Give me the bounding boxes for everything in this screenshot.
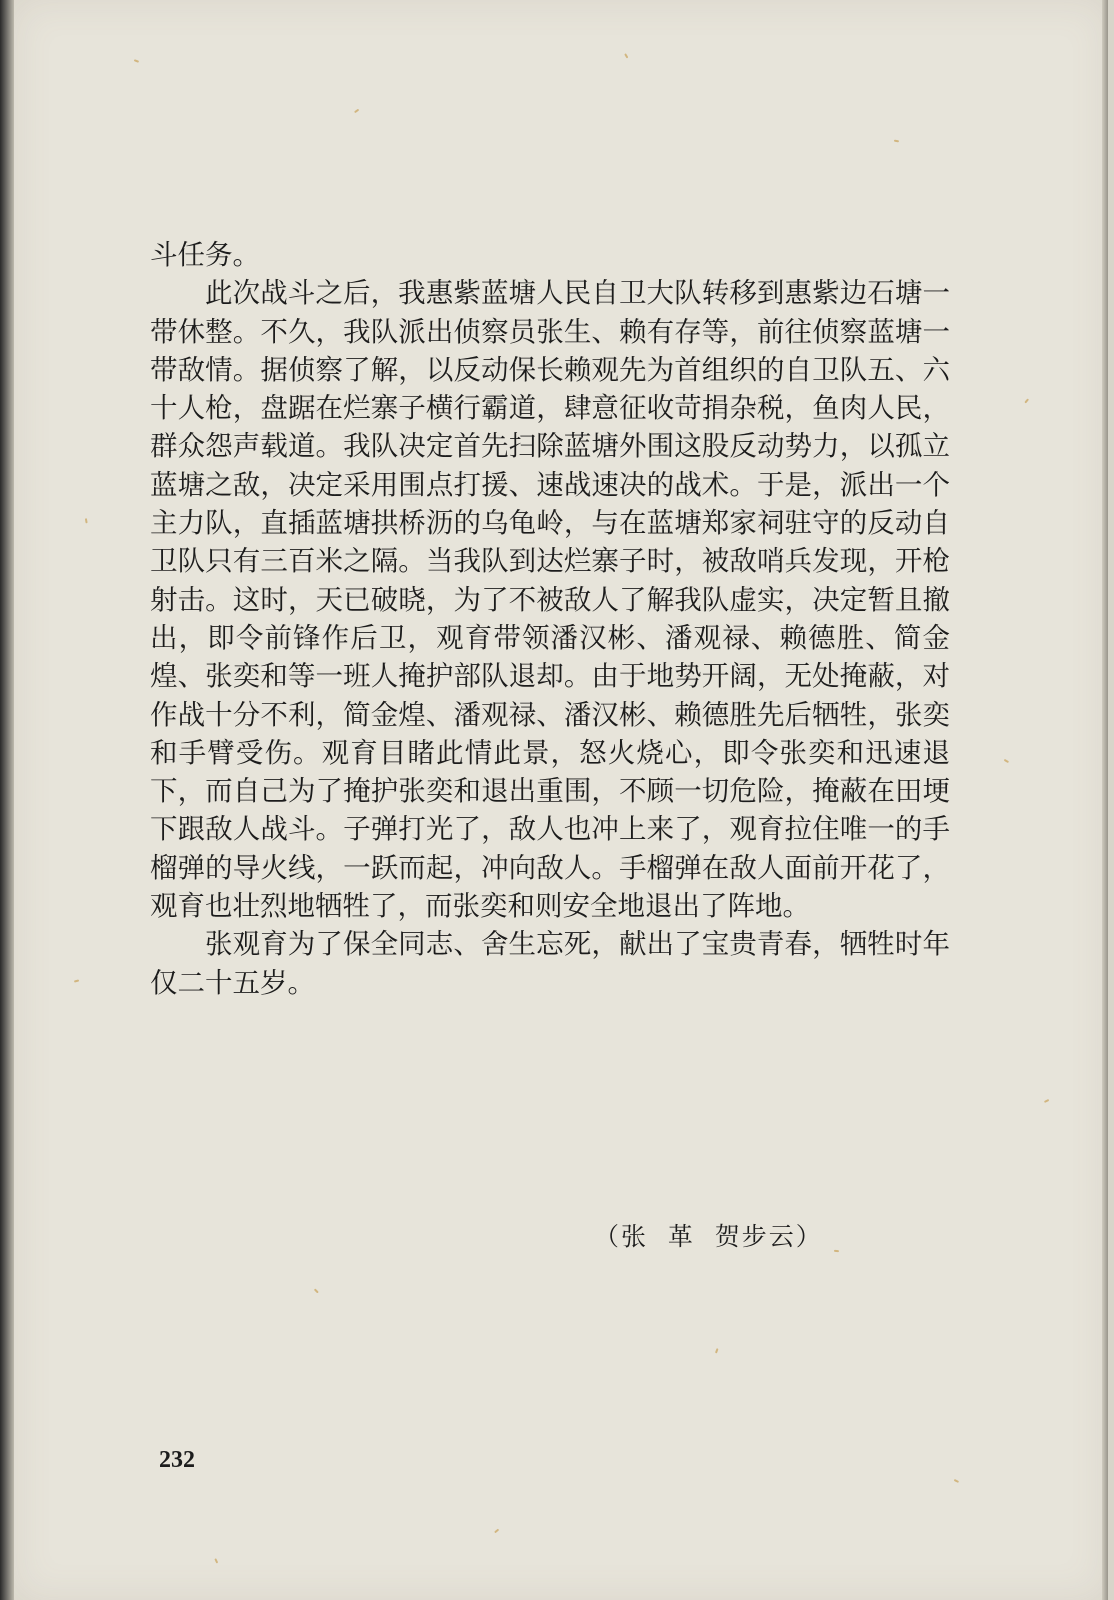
- paper-fleck: [894, 140, 899, 142]
- paper-fleck: [715, 1348, 718, 1353]
- paragraph-battle-account: 此次战斗之后，我惠紫蓝塘人民自卫大队转移到惠紫边石塘一带休整。不久，我队派出侦察员张生、赖有存等，前往侦察蓝塘一带敌情。据侦察了解，以反动保长赖观先为首组织的自卫队五、六十人枪，盘踞在烂寨子横行霸道，肆意征收苛捐杂税，鱼肉人民，群众怨声载道。我队决定首先扫除蓝塘外围这股反动势力，以孤立蓝塘之敌，决定采用围点打援、速战速决的战术。于是，派出一个主力队，直插蓝塘拱桥沥的乌龟岭，与在蓝塘郑家祠驻守的反动自卫队只有三百米之隔。当我队到达烂寨子时，被敌哨兵发现，开枪射击。这时，天已破晓，为了不被敌人了解我队虚实，决定暂且撤出，即令前锋作后卫，观育带领潘汉彬、潘观禄、赖德胜、简金煌、张奕和等一班人掩护部队退却。由于地势开阔，无处掩蔽，对作战十分不利，简金煌、潘观禄、潘汉彬、赖德胜先后牺牲，张奕和手臂受伤。观育目睹此情此景，怒火烧心，即令张奕和迅速退下，而自己为了掩护张奕和退出重围，不顾一切危险，掩蔽在田埂下跟敌人战斗。子弹打光了，敌人也冲上来了，观育拉住唯一的手榴弹的导火线，一跃而起，冲向敌人。手榴弹在敌人面前开花了，观育也壮烈地牺牲了，而张奕和则安全地退出了阵地。: [150, 277, 950, 923]
- paper-fleck: [954, 1479, 959, 1482]
- paper-fleck: [1044, 1099, 1049, 1102]
- paper-fleck: [625, 53, 629, 58]
- paper-fleck: [134, 59, 139, 62]
- paper-fleck: [354, 109, 359, 113]
- paper-fleck: [314, 1288, 319, 1293]
- paragraph-conclusion: 张观育为了保全同志、舍生忘死，献出了宝贵青春，牺牲时年仅二十五岁。: [150, 928, 950, 999]
- paragraph-continuation: 斗任务。: [150, 239, 260, 271]
- body-text: [150, 236, 950, 1002]
- paper-fleck: [834, 1250, 839, 1252]
- page-number: 232: [159, 1447, 195, 1473]
- scan-right-edge: [1102, 0, 1108, 1600]
- paper-fleck: [85, 518, 87, 523]
- paper-fleck: [74, 979, 79, 982]
- paper-fleck: [494, 1529, 499, 1533]
- book-page: [14, 0, 1108, 1600]
- paper-fleck: [1004, 759, 1009, 763]
- paper-fleck: [1024, 398, 1028, 403]
- scan-left-edge: [0, 0, 14, 1600]
- paper-fleck: [215, 1558, 218, 1563]
- author-credit: （张 革 贺步云）: [594, 1222, 823, 1251]
